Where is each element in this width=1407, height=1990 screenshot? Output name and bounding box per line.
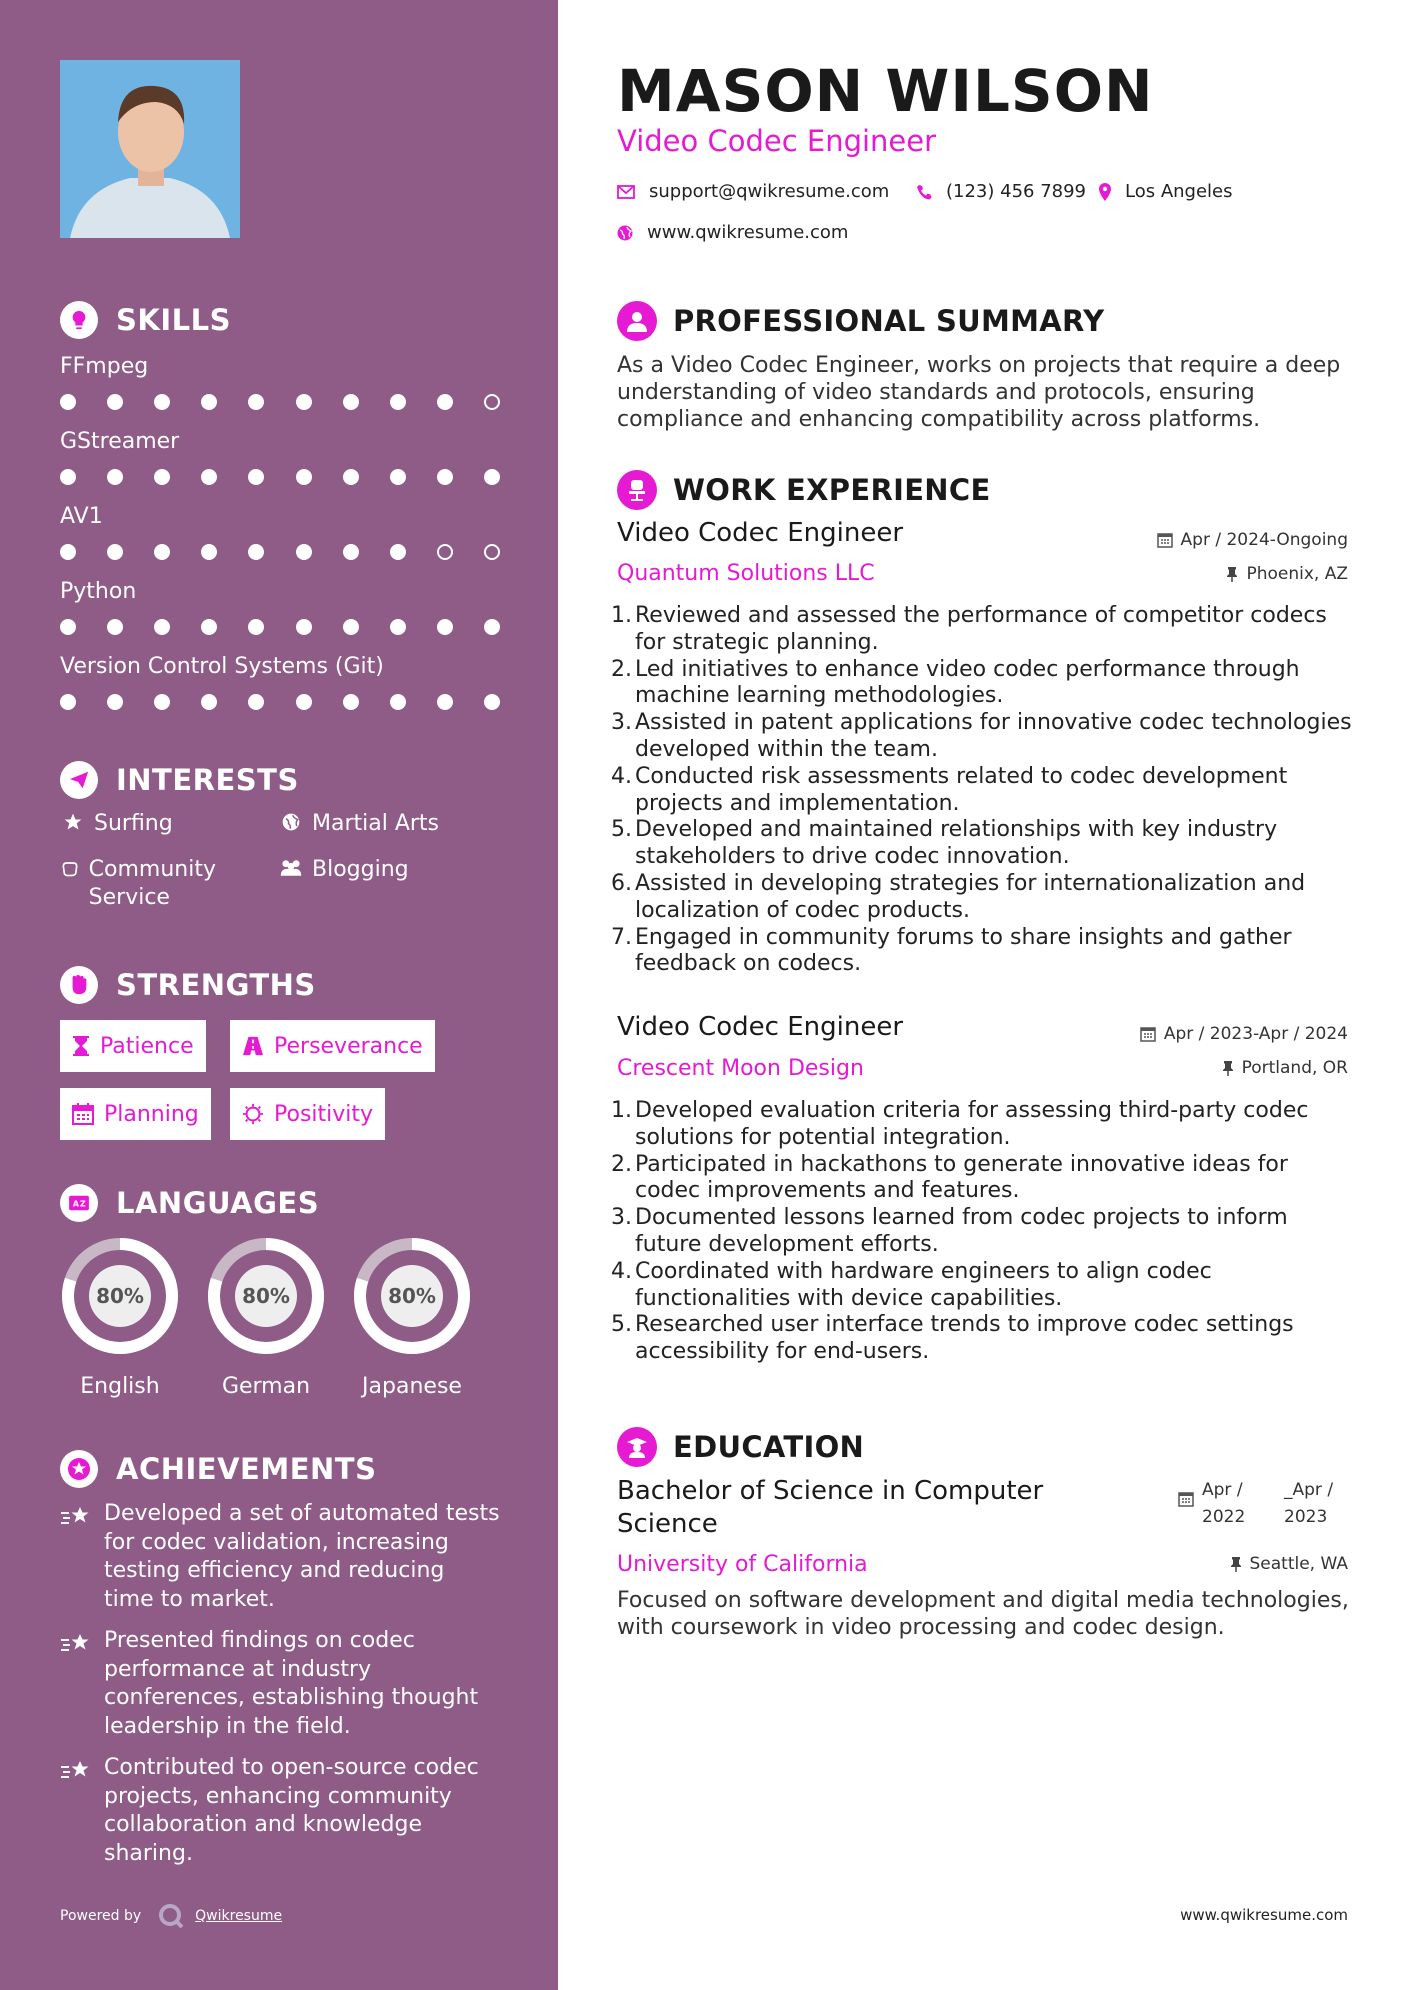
phone-text: (123) 456 7899 <box>946 181 1087 202</box>
rating-dot-filled <box>154 694 170 710</box>
skill-item <box>60 427 500 485</box>
degree: Bachelor of Science in Computer Science <box>617 1476 1044 1539</box>
rating-dot-empty <box>484 394 500 410</box>
rating-dot-filled <box>484 694 500 710</box>
item-number: 1. <box>611 1098 632 1123</box>
rating-dot-filled <box>248 694 264 710</box>
rating-dot-filled <box>248 394 264 410</box>
rating-dot-filled <box>107 394 123 410</box>
shooting-star-icon <box>60 1627 92 1661</box>
skill-rating <box>60 469 500 485</box>
chair-icon <box>617 470 657 510</box>
rating-dot-filled <box>437 694 453 710</box>
globe-icon <box>278 810 304 832</box>
shooting-star-icon <box>60 1754 92 1788</box>
language-percent: 80% <box>381 1265 443 1327</box>
responsibility-item <box>611 871 1356 925</box>
contact-website[interactable] <box>617 222 848 243</box>
interest-label: Blogging <box>312 857 409 882</box>
rating-dot-filled <box>201 619 217 635</box>
rating-dot-filled <box>248 619 264 635</box>
school-name: University of California <box>617 1552 868 1577</box>
rating-dot-filled <box>390 394 406 410</box>
email-text: support@qwikresume.com <box>649 181 890 202</box>
star-icon <box>60 810 86 832</box>
start-date: Apr / 2022 <box>1202 1480 1246 1527</box>
rating-dot-filled <box>390 469 406 485</box>
rating-dot-filled <box>60 394 76 410</box>
location-text: Portland, OR <box>1241 1058 1348 1078</box>
language-progress-ring <box>204 1234 328 1358</box>
skill-name: Version Control Systems (Git) <box>60 654 384 679</box>
job-responsibilities <box>611 603 1356 978</box>
job-dates <box>1157 530 1348 550</box>
phone-icon <box>916 184 932 200</box>
language-progress-ring <box>350 1234 474 1358</box>
star-badge-icon <box>60 1450 98 1488</box>
responsibility-item <box>611 764 1356 818</box>
responsibility-text: Documented lessons learned from codec projects to inform future development efforts. <box>635 1205 1288 1257</box>
job-title: Video Codec Engineer <box>617 1012 904 1042</box>
svg-text:Z: Z <box>79 1198 86 1209</box>
responsibility-text: Coordinated with hardware engineers to align codec functionalities with device capabilities. <box>635 1258 1212 1311</box>
responsibility-item <box>611 1205 1356 1259</box>
language-name: English <box>80 1374 160 1399</box>
summary-heading <box>617 299 1104 343</box>
paper-plane-icon <box>60 761 98 799</box>
pushpin-icon <box>1226 566 1238 582</box>
language-item <box>204 1234 328 1399</box>
responsibility-item <box>611 710 1356 764</box>
language-progress-ring <box>58 1234 182 1358</box>
skill-item <box>60 352 500 410</box>
rating-dot-filled <box>107 694 123 710</box>
calendar-icon <box>72 1103 94 1125</box>
achievement-item <box>60 1627 500 1741</box>
calendar-icon <box>1157 532 1173 548</box>
responsibility-item <box>611 817 1356 871</box>
rating-dot-filled <box>60 469 76 485</box>
responsibility-text: Developed and maintained relationships with key industry stakeholders to drive codec innovation. <box>635 817 1278 870</box>
interest-item <box>60 856 260 912</box>
strength-label: Perseverance <box>274 1033 423 1059</box>
languages-heading <box>60 1181 319 1225</box>
rating-dot-filled <box>107 469 123 485</box>
shooting-star-icon <box>60 1500 92 1534</box>
summary-text: As a Video Codec Engineer, works on projects that require a deep understanding of video standards and protocols, ensuring compliance and enhancing compatibility across platforms. <box>617 353 1341 432</box>
candidate-name: MASON WILSON <box>617 57 1154 125</box>
calendar-icon <box>1178 1491 1194 1507</box>
responsibility-text: Engaged in community forums to share insights and gather feedback on codecs. <box>635 924 1292 977</box>
rating-dot-filled <box>154 544 170 560</box>
rating-dot-filled <box>296 394 312 410</box>
rating-dot-filled <box>296 469 312 485</box>
sun-icon <box>242 1103 264 1125</box>
location-text: Seattle, WA <box>1249 1554 1348 1574</box>
interest-label: Surfing <box>94 811 173 836</box>
language-name: Japanese <box>362 1374 462 1399</box>
rating-dot-filled <box>154 394 170 410</box>
job-dates <box>1140 1024 1348 1044</box>
experience-title: WORK EXPERIENCE <box>673 473 991 507</box>
candidate-role: Video Codec Engineer <box>617 124 937 158</box>
skill-rating <box>60 394 500 410</box>
achievements-heading <box>60 1447 376 1491</box>
strength-label: Patience <box>100 1033 194 1059</box>
rating-dot-filled <box>107 619 123 635</box>
contact-email[interactable] <box>617 181 889 202</box>
graduate-icon <box>617 1427 657 1467</box>
responsibility-item <box>611 1312 1356 1366</box>
rating-dot-filled <box>484 469 500 485</box>
achievement-text: Developed a set of automated tests for codec validation, increasing testing efficiency and reducing time to market. <box>104 1501 500 1612</box>
item-number: 7. <box>611 924 632 950</box>
contact-location <box>1099 181 1233 202</box>
responsibility-item <box>611 657 1356 711</box>
interests-title: INTERESTS <box>116 763 299 797</box>
skill-item <box>60 652 500 710</box>
skill-rating <box>60 544 500 560</box>
interests-heading <box>60 758 299 802</box>
profile-photo <box>60 60 240 238</box>
item-number: 1. <box>611 603 632 628</box>
languages-title: LANGUAGES <box>116 1186 320 1220</box>
hand-icon <box>60 856 81 878</box>
item-number: 3. <box>611 710 632 736</box>
user-icon <box>617 301 657 341</box>
skill-item <box>60 502 500 560</box>
rating-dot-filled <box>60 544 76 560</box>
education-location <box>1230 1554 1349 1574</box>
responsibility-text: Researched user interface trends to improve codec settings accessibility for end-users. <box>635 1312 1294 1365</box>
dates-text: Apr / 2024-Ongoing <box>1180 530 1348 550</box>
education-title: EDUCATION <box>673 1430 865 1464</box>
rating-dot-filled <box>390 544 406 560</box>
responsibility-item <box>611 1098 1356 1152</box>
map-pin-icon <box>1099 183 1111 201</box>
responsibility-text: Reviewed and assessed the performance of competitor codecs for strategic planning. <box>635 603 1327 655</box>
rating-dot-filled <box>201 469 217 485</box>
rating-dot-filled <box>201 544 217 560</box>
strengths-title: STRENGTHS <box>116 968 316 1002</box>
job-title: Video Codec Engineer <box>617 518 904 548</box>
rating-dot-filled <box>437 619 453 635</box>
company-name: Quantum Solutions LLC <box>617 561 875 586</box>
rating-dot-filled <box>296 544 312 560</box>
job-location <box>1222 1058 1348 1078</box>
svg-text:A: A <box>72 1198 79 1209</box>
hourglass-icon <box>72 1035 90 1057</box>
item-number: 5. <box>611 1312 632 1338</box>
achievement-text: Contributed to open-source codec projects, enhancing community collaboration and knowledge sharing. <box>104 1755 479 1866</box>
rating-dot-filled <box>390 694 406 710</box>
rating-dot-filled <box>60 619 76 635</box>
education-dates <box>1178 1477 1344 1531</box>
language-item <box>350 1234 474 1399</box>
rating-dot-filled <box>201 694 217 710</box>
item-number: 2. <box>611 656 632 682</box>
calendar-icon <box>1140 1026 1156 1042</box>
envelope-icon <box>617 185 635 199</box>
responsibility-text: Participated in hackathons to generate innovative ideas for codec improvements and features. <box>635 1151 1288 1204</box>
qwikresume-logo-icon <box>157 1902 185 1930</box>
language-name: German <box>221 1374 311 1399</box>
rating-dot-filled <box>107 544 123 560</box>
location-text: Los Angeles <box>1125 181 1233 202</box>
language-percent: 80% <box>235 1265 297 1327</box>
interest-item <box>278 856 409 884</box>
rating-dot-filled <box>437 394 453 410</box>
rating-dot-filled <box>60 694 76 710</box>
skill-name: FFmpeg <box>60 354 149 379</box>
globe-icon <box>617 225 633 241</box>
strength-label: Positivity <box>274 1101 374 1127</box>
rating-dot-empty <box>484 544 500 560</box>
interest-item <box>278 810 439 838</box>
rating-dot-filled <box>343 544 359 560</box>
skill-name: Python <box>60 579 137 604</box>
strength-badge <box>230 1020 435 1072</box>
translate-icon <box>60 1184 98 1222</box>
achievements-title: ACHIEVEMENTS <box>116 1452 377 1486</box>
interest-label: Martial Arts <box>312 811 440 836</box>
rating-dot-filled <box>248 469 264 485</box>
education-description: Focused on software development and digital media technologies, with coursework in video processing and codec design. <box>617 1588 1349 1640</box>
responsibility-item <box>611 1259 1356 1313</box>
footer-url[interactable]: www.qwikresume.com <box>1180 1906 1348 1924</box>
rating-dot-filled <box>343 694 359 710</box>
company-name: Crescent Moon Design <box>617 1056 864 1081</box>
location-text: Phoenix, AZ <box>1246 564 1348 584</box>
strength-badge <box>60 1088 211 1140</box>
responsibility-text: Assisted in patent applications for innovative codec technologies developed within the team. <box>635 710 1352 762</box>
skill-rating <box>60 619 500 635</box>
pushpin-icon <box>1222 1060 1234 1076</box>
rating-dot-filled <box>296 694 312 710</box>
experience-heading <box>617 468 991 512</box>
strengths-heading <box>60 963 316 1007</box>
responsibility-item <box>611 925 1356 979</box>
rating-dot-empty <box>437 544 453 560</box>
item-number: 4. <box>611 763 632 789</box>
responsibility-text: Assisted in developing strategies for internationalization and localization of codec products. <box>635 870 1306 923</box>
achievement-item <box>60 1754 500 1868</box>
language-percent: 80% <box>89 1265 151 1327</box>
language-item <box>58 1234 182 1399</box>
strength-badge <box>230 1088 385 1140</box>
skills-title: SKILLS <box>116 303 231 337</box>
interest-item <box>60 810 173 838</box>
responsibility-text: Developed evaluation criteria for assessing third-party codec solutions for potential integration. <box>635 1098 1309 1150</box>
interest-label: Community Service <box>88 857 216 910</box>
end-date: _Apr / 2023 <box>1284 1480 1334 1527</box>
contact-phone[interactable] <box>916 181 1086 202</box>
rating-dot-filled <box>296 619 312 635</box>
road-icon <box>242 1036 264 1056</box>
achievement-item <box>60 1500 500 1614</box>
strength-badge <box>60 1020 206 1072</box>
job-location <box>1226 564 1348 584</box>
item-number: 3. <box>611 1205 632 1231</box>
rating-dot-filled <box>343 619 359 635</box>
responsibility-item <box>611 603 1356 657</box>
skill-rating <box>60 694 500 710</box>
achievement-text: Presented findings on codec performance at industry conferences, establishing thought leadership in the field. <box>104 1628 479 1739</box>
rating-dot-filled <box>154 469 170 485</box>
item-number: 2. <box>611 1151 632 1177</box>
skill-item <box>60 577 500 635</box>
fist-icon <box>60 966 98 1004</box>
summary-title: PROFESSIONAL SUMMARY <box>673 304 1105 338</box>
rating-dot-filled <box>248 544 264 560</box>
skill-name: AV1 <box>60 504 103 529</box>
powered-by-label: Powered by <box>60 1908 142 1924</box>
strength-label: Planning <box>104 1101 199 1127</box>
rating-dot-filled <box>154 619 170 635</box>
rating-dot-filled <box>437 469 453 485</box>
pushpin-icon <box>1230 1556 1242 1572</box>
rating-dot-filled <box>343 469 359 485</box>
dates-text: Apr / 2023-Apr / 2024 <box>1163 1024 1348 1044</box>
brand-link[interactable]: Qwikresume <box>195 1908 283 1924</box>
item-number: 6. <box>611 870 632 896</box>
rating-dot-filled <box>484 619 500 635</box>
rating-dot-filled <box>201 394 217 410</box>
responsibility-item <box>611 1152 1356 1206</box>
users-icon <box>278 856 304 878</box>
rating-dot-filled <box>390 619 406 635</box>
job-responsibilities <box>611 1098 1356 1366</box>
responsibility-text: Conducted risk assessments related to codec development projects and implementation. <box>635 763 1288 816</box>
sidebar <box>0 0 558 1990</box>
item-number: 5. <box>611 817 632 843</box>
skill-name: GStreamer <box>60 429 180 454</box>
lightbulb-icon <box>60 301 98 339</box>
website-text: www.qwikresume.com <box>647 222 849 243</box>
education-heading <box>617 1425 864 1469</box>
responsibility-text: Led initiatives to enhance video codec performance through machine learning methodologies. <box>635 656 1300 709</box>
item-number: 4. <box>611 1258 632 1284</box>
powered-by <box>60 1902 282 1930</box>
rating-dot-filled <box>343 394 359 410</box>
skills-heading <box>60 298 231 342</box>
